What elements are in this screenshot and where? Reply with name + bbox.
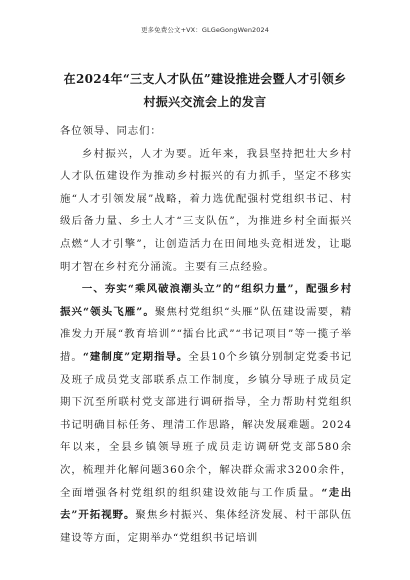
intro-paragraph: 乡村振兴，人才为要。近年来，我县坚持把壮大乡村人才队伍建设作为推动乡村振兴的有力抓手，坚定不移实施“人才引领发展”战略，着力选优配强村党组织书记、村级后备力量、乡土人才“三支队伍”，为推进乡村全面振兴点燃“人才引擎”，让创造活力在田间地头竞相迸发，让聪明才智在乡村充分涌流。主要有三点经验。 <box>60 147 352 273</box>
salutation: 各位领导、同志们： <box>60 125 162 137</box>
document-title: 在2024年“三支人才队伍”建设推进会暨人才引领乡村振兴交流会上的发言 <box>63 72 347 109</box>
subpoint-text-2: 聚焦乡村振兴、集体经济发展、村干部队伍建设等方面，定期举办“党组织书记培训 <box>60 509 352 544</box>
subpoint-heading-1: “建制度”定期指导。 <box>82 350 189 363</box>
section-heading: 一、夯实“乘风破浪潮头立”的“组织力量”，配强乡村振兴“领头飞雁”。 <box>60 283 352 318</box>
subpoint-text-1: 全县10个乡镇分别制定党委书记及班子成员党支部联系点工作制度，乡镇分导班子成员定期下沉至所联村党支部进行调研指导，全力帮助村党组织书记明确目标任务、理清工作思路，解决发展难题。2024年以来，全县乡镇领导班子成员走访调研党支部580余次，梳理并化解问题360余个，解决群众需求3200余件，全面增强各村党组织的组织建设效能与工作质量。 <box>60 350 352 499</box>
document-body <box>60 120 352 549</box>
section-one-paragraph <box>60 278 352 549</box>
subpoint-heading-2: “走出去”开拓视野。 <box>60 486 352 522</box>
section-heading-text: 聚焦村党组织“头雁”队伍建设需要，精准发力开展“教育培训”“擂台比武”“书记项目”等一揽子举措。 <box>60 305 352 363</box>
header-banner: 更多免费公文+VX：GLGeGongWen2024 <box>140 26 269 34</box>
